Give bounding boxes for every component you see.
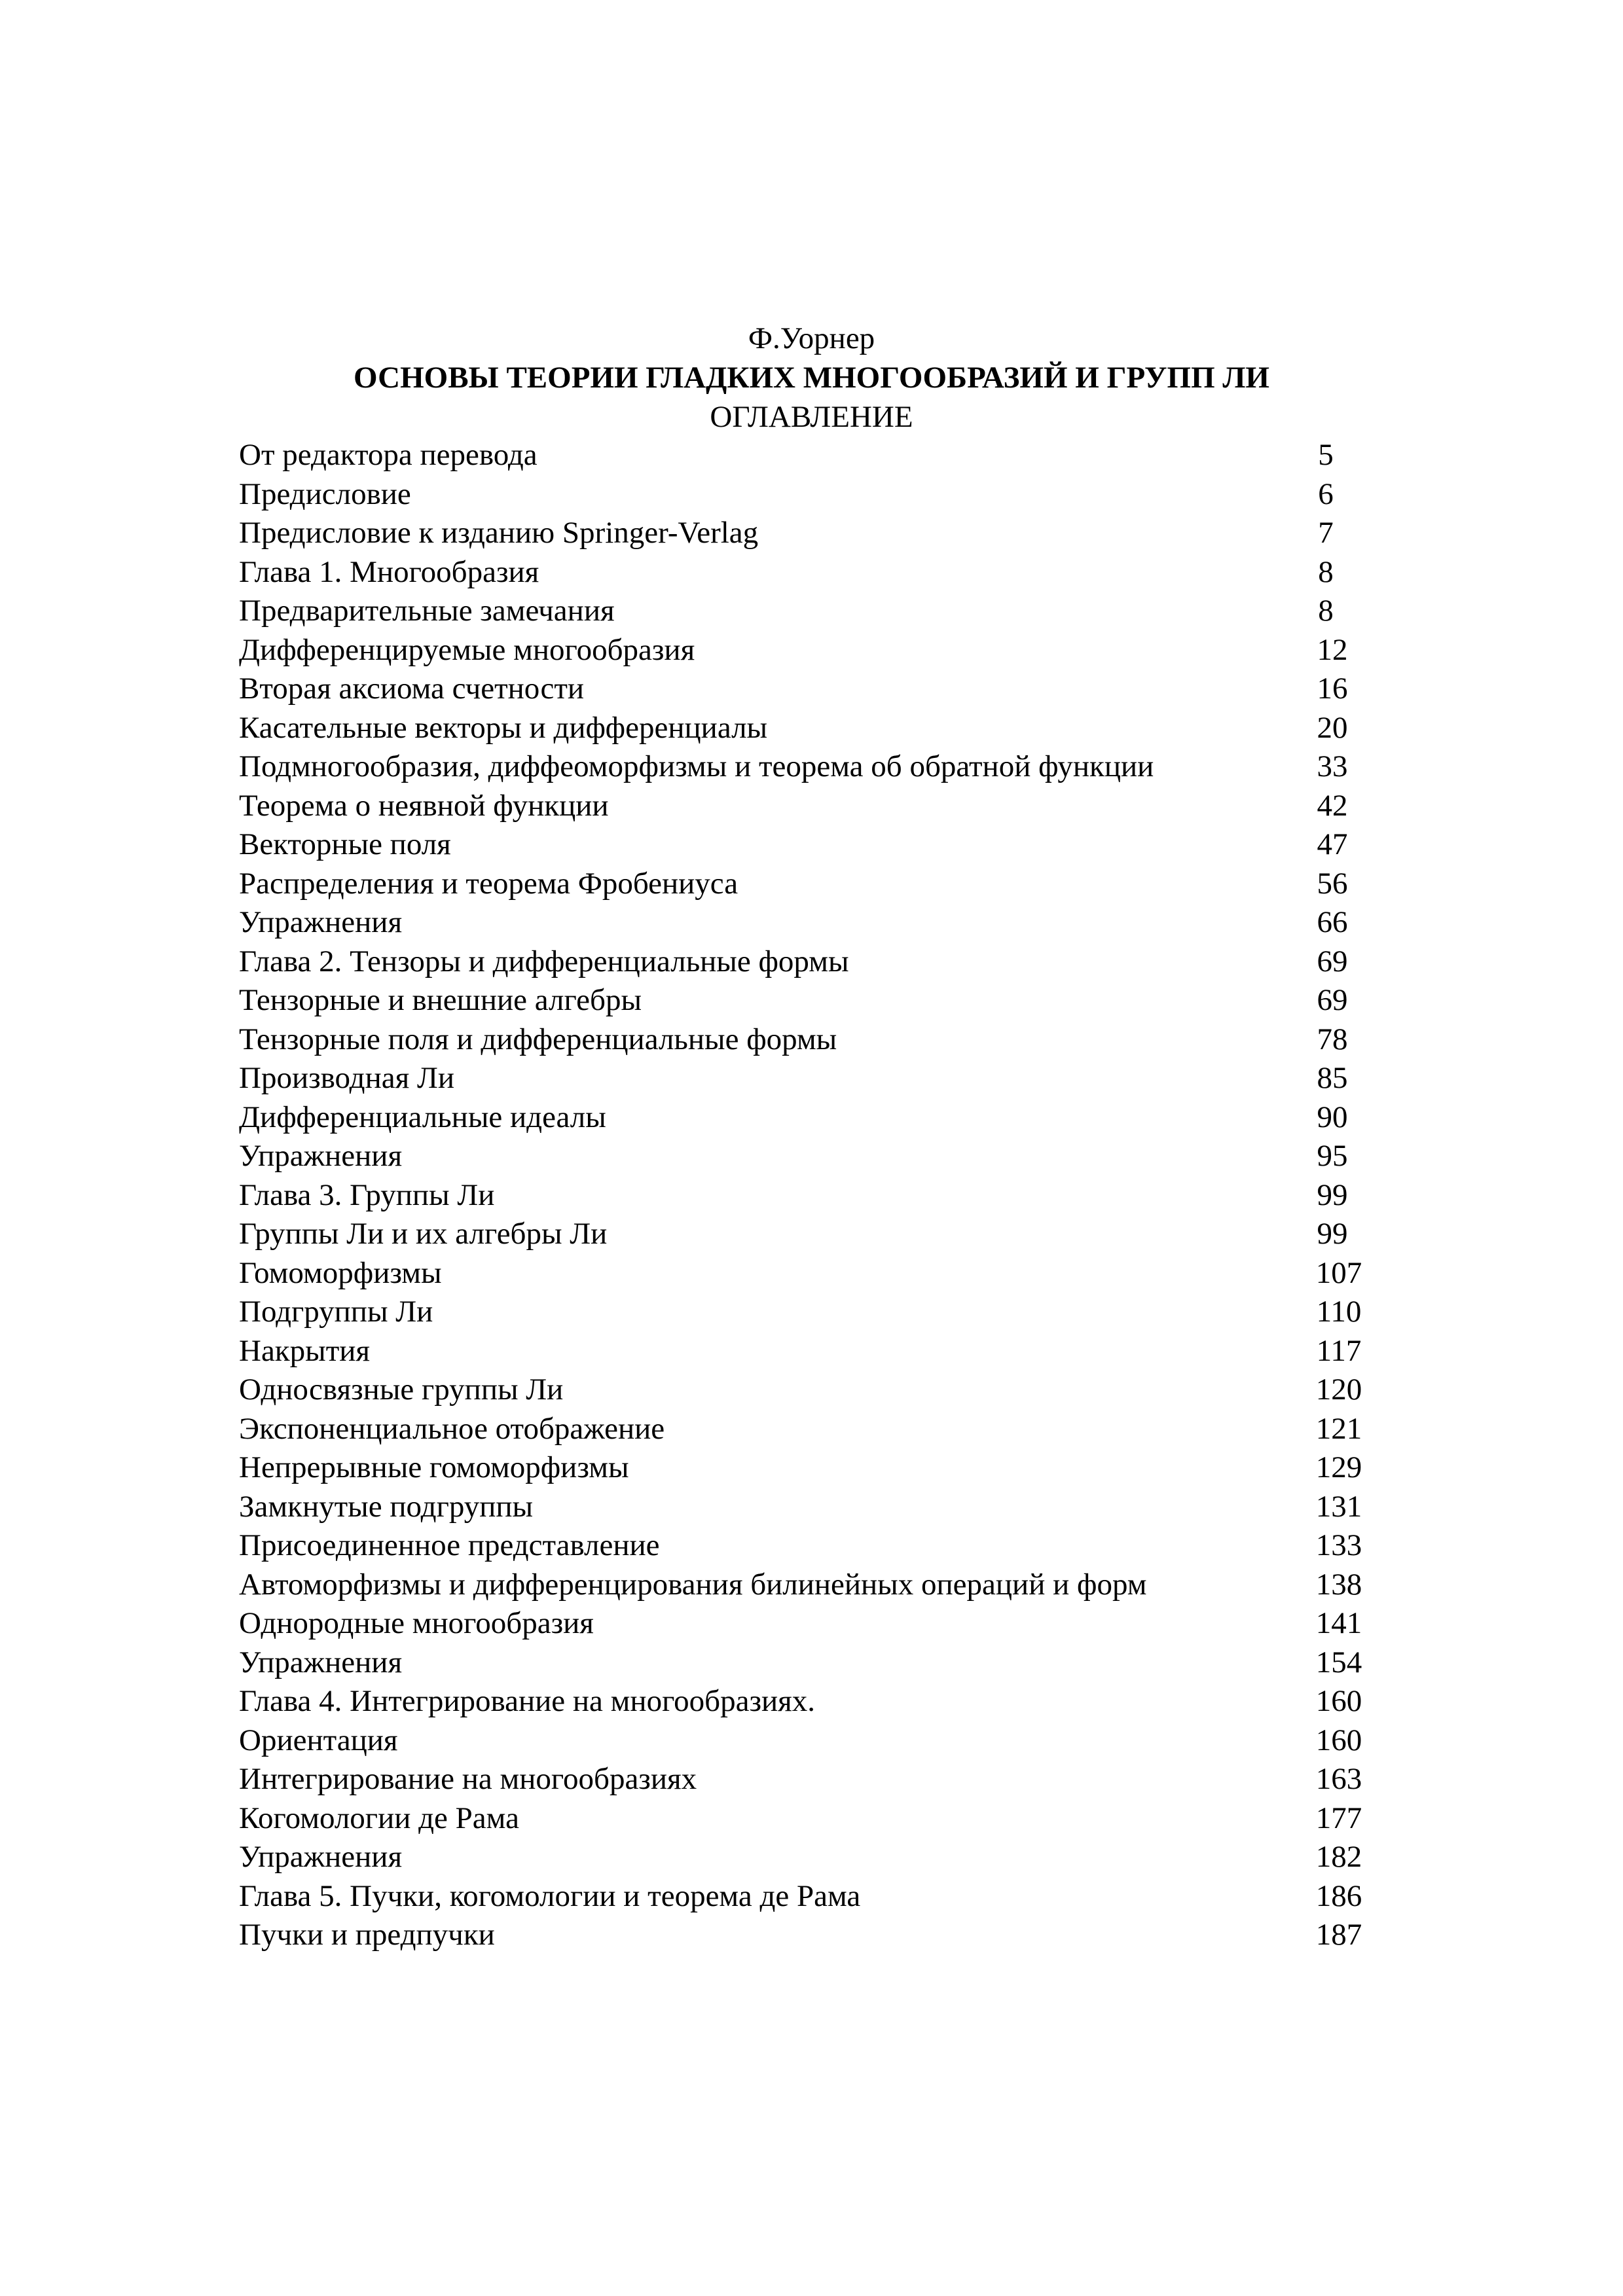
toc-entry-page-number: 42 [1317, 788, 1348, 823]
toc-entry-page-number: 141 [1315, 1606, 1362, 1640]
toc-entry-title: Упражнения [239, 1139, 403, 1173]
toc-entry-title: Односвязные группы Ли [239, 1372, 564, 1407]
toc-entry [239, 436, 1381, 475]
toc-entry-page-number: 12 [1317, 632, 1348, 667]
toc-entry-page-number: 95 [1317, 1139, 1348, 1173]
toc-entry [239, 1799, 1381, 1839]
toc-entry-page-number: 154 [1315, 1645, 1362, 1679]
toc-entry [239, 1682, 1381, 1721]
toc-entry [239, 514, 1381, 553]
toc-heading: ОГЛАВЛЕНИЕ [710, 400, 913, 434]
toc-entry-title: Дифференциальные идеалы [239, 1100, 606, 1134]
toc-entry [239, 1293, 1381, 1332]
toc-entry-page-number: 187 [1315, 1918, 1362, 1952]
toc-entry-page-number: 121 [1315, 1411, 1362, 1446]
toc-entry [239, 825, 1381, 865]
toc-entry-page-number: 182 [1315, 1840, 1362, 1874]
toc-entry-title: Упражнения [239, 905, 403, 939]
toc-entry-title: Глава 3. Группы Ли [239, 1177, 495, 1212]
toc-entry-page-number: 78 [1317, 1022, 1348, 1056]
toc-entry-page-number: 99 [1317, 1177, 1348, 1212]
toc-entry [239, 1566, 1381, 1605]
toc-entry [239, 709, 1381, 748]
toc-entry-page-number: 5 [1318, 438, 1334, 472]
toc-entry [239, 1371, 1381, 1410]
toc-entry-title: Подмногообразия, диффеоморфизмы и теорема об обратной функции [239, 749, 1154, 783]
toc-entry-title: Глава 2. Тензоры и дифференциальные формы [239, 944, 849, 978]
toc-entry-title: Автоморфизмы и дифференцирования билинейных операций и форм [239, 1567, 1147, 1602]
toc-entry [239, 1488, 1381, 1527]
toc-entry-page-number: 163 [1315, 1762, 1362, 1796]
toc-entry [239, 1838, 1381, 1877]
toc-entry-page-number: 133 [1315, 1528, 1362, 1562]
toc-entry [239, 865, 1381, 904]
toc-entry [239, 670, 1381, 709]
toc-entry [239, 1098, 1381, 1138]
toc-entry [239, 592, 1381, 631]
toc-entry-page-number: 99 [1317, 1217, 1348, 1251]
toc-entry-title: Гомоморфизмы [239, 1255, 442, 1290]
toc-entry [239, 1059, 1381, 1098]
toc-entry-title: Предварительные замечания [239, 594, 615, 628]
book-title: ОСНОВЫ ТЕОРИИ ГЛАДКИХ МНОГООБРАЗИЙ И ГРУПП ЛИ [354, 361, 1269, 395]
toc-entry [239, 1916, 1381, 1955]
toc-entry [239, 1410, 1381, 1449]
toc-entry-title: Подгруппы Ли [239, 1295, 433, 1329]
toc-entry-title: Пучки и предпучки [239, 1918, 495, 1952]
toc-entry [239, 1643, 1381, 1683]
toc-entry-page-number: 8 [1318, 554, 1334, 589]
toc-entry-title: Глава 1. Многообразия [239, 554, 539, 589]
toc-entry-page-number: 110 [1316, 1295, 1362, 1329]
toc-entry-title: Замкнутые подгруппы [239, 1489, 534, 1524]
toc-entry-page-number: 186 [1315, 1878, 1362, 1913]
toc-entry-page-number: 66 [1317, 905, 1348, 939]
author-name: Ф.Уорнер [748, 321, 875, 355]
toc-entry-page-number: 16 [1317, 672, 1348, 706]
toc-entry-title: Тензорные поля и дифференциальные формы [239, 1022, 837, 1056]
toc-entry-title: Присоединенное представление [239, 1528, 660, 1562]
toc-entry-page-number: 33 [1317, 749, 1348, 783]
toc-entry-title: Упражнения [239, 1645, 403, 1679]
toc-entry-title: Производная Ли [239, 1061, 454, 1095]
toc-entry [239, 903, 1381, 942]
toc-entry-title: Векторные поля [239, 827, 451, 861]
toc-entry-title: Предисловие [239, 476, 411, 511]
toc-entry-page-number: 129 [1315, 1450, 1362, 1484]
toc-entry-title: Однородные многообразия [239, 1606, 594, 1640]
toc-entry [239, 1215, 1381, 1254]
toc-entry-page-number: 138 [1315, 1567, 1362, 1602]
toc-entry [239, 1254, 1381, 1293]
toc-entry-page-number: 131 [1315, 1489, 1362, 1524]
toc-entry-title: Глава 5. Пучки, когомологии и теорема де Рама [239, 1878, 861, 1913]
toc-entry-page-number: 8 [1318, 594, 1334, 628]
toc-entry [239, 747, 1381, 787]
toc-entry-page-number: 120 [1315, 1372, 1362, 1407]
toc-entry-title: Дифференцируемые многообразия [239, 632, 695, 667]
toc-entry [239, 631, 1381, 670]
toc-entry [239, 1137, 1381, 1176]
toc-entry-page-number: 85 [1317, 1061, 1348, 1095]
toc-entry [239, 1020, 1381, 1060]
toc-entry [239, 981, 1381, 1020]
toc-entry-title: Распределения и теорема Фробениуса [239, 866, 739, 901]
toc-entry-page-number: 160 [1315, 1684, 1362, 1718]
toc-entry [239, 475, 1381, 514]
toc-entry-title: Тензорные и внешние алгебры [239, 983, 642, 1017]
toc-entry-title: Ориентация [239, 1723, 398, 1757]
toc-entry-title: Упражнения [239, 1840, 403, 1874]
toc-entry-page-number: 69 [1317, 983, 1348, 1017]
toc-entry-title: Непрерывные гомоморфизмы [239, 1450, 629, 1484]
toc-entry [239, 787, 1381, 826]
toc-entry [239, 1721, 1381, 1761]
toc-entry [239, 1332, 1381, 1371]
toc-entry-title: Глава 4. Интегрирование на многообразиях. [239, 1684, 816, 1718]
toc-entry-title: Вторая аксиома счетности [239, 672, 585, 706]
toc-entry-page-number: 90 [1317, 1100, 1348, 1134]
toc-entry [239, 553, 1381, 592]
table-of-contents [239, 436, 1381, 1955]
toc-entry-page-number: 56 [1317, 866, 1348, 901]
toc-entry [239, 1176, 1381, 1215]
toc-entry-page-number: 107 [1315, 1255, 1362, 1290]
toc-entry-page-number: 7 [1318, 516, 1334, 550]
toc-entry-title: Когомологии де Рама [239, 1801, 519, 1835]
toc-entry [239, 1760, 1381, 1799]
toc-entry-page-number: 69 [1317, 944, 1348, 978]
toc-entry [239, 1526, 1381, 1566]
toc-entry-page-number: 47 [1317, 827, 1348, 861]
toc-entry-title: От редактора перевода [239, 438, 538, 472]
toc-entry-title: Предисловие к изданию Springer-Verlag [239, 516, 759, 550]
toc-entry-title: Касательные векторы и дифференциалы [239, 710, 768, 745]
toc-entry-page-number: 6 [1318, 476, 1334, 511]
toc-entry-page-number: 177 [1315, 1801, 1362, 1835]
toc-entry-title: Экспоненциальное отображение [239, 1411, 665, 1446]
toc-entry-title: Теорема о неявной функции [239, 788, 609, 823]
toc-entry [239, 1448, 1381, 1488]
toc-entry-page-number: 20 [1317, 710, 1348, 745]
toc-entry-title: Интегрирование на многообразиях [239, 1762, 697, 1796]
toc-entry [239, 942, 1381, 982]
toc-entry [239, 1877, 1381, 1916]
toc-entry-title: Накрытия [239, 1333, 371, 1368]
toc-entry-title: Группы Ли и их алгебры Ли [239, 1217, 608, 1251]
toc-entry-page-number: 117 [1316, 1333, 1362, 1368]
toc-entry [239, 1604, 1381, 1643]
toc-entry-page-number: 160 [1315, 1723, 1362, 1757]
